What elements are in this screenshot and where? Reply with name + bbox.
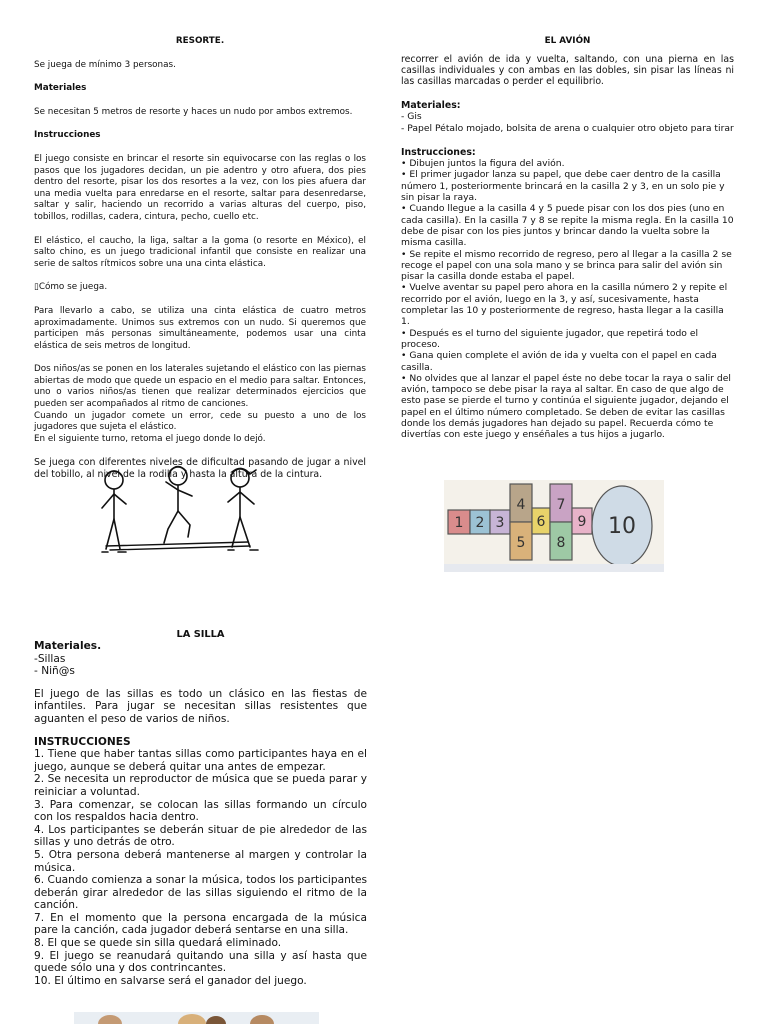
hopscotch-number: 5 [516,535,526,551]
resorte-title: RESORTE. [175,36,225,46]
silla-step: 5. Otra persona deberá mantenerse al margen y controlar la música. [34,848,367,874]
avion-instructions-list [401,158,734,440]
avion-step: • Se repite el mismo recorrido de regreso, pero al llegar a la casilla 2 se recoge el papel con una sola mano y se brinca para salir del avión sin pisar la casilla donde estaba el papel. [401,248,732,283]
silla-step: 1. Tiene que haber tantas sillas como participantes haya en el juego, aunque se deberá quitar una antes de empezar. [34,748,367,773]
avion-step: • Después es el turno del siguiente jugador, que repetirá todo el proceso. [401,327,699,350]
hopscotch-drawing [444,480,664,572]
silla-intro: El juego de las sillas es todo un clásico en las fiestas de infantiles. Para jugar se necesitan sillas resistentes que aguanten el peso de varios de niños. [34,687,367,725]
hopscotch-number: 4 [516,497,526,513]
avion-material-item: - Papel Pétalo mojado, bolsita de arena o cualquier otro objeto para tirar [401,123,734,134]
resorte-section [34,36,366,481]
hopscotch-number: 9 [577,514,587,530]
avion-step: • Cuando llegue a la casilla 4 y 5 puede pisar con los dos pies (uno en cada casilla). En la casilla 7 y 8 se repite la misma regla. En la casilla 10 debe de pisar con los pies juntos y brincar dando la vuelta sobre la misma casilla. [401,203,734,249]
children-jumping-elastic-illustration [92,462,282,572]
avion-step: • El primer jugador lanza su papel, que debe caer dentro de la casilla número 1, posteriormente brincará en la casilla 2 y 3, en un solo pie y sin pisar la raya. [401,169,725,204]
hopscotch-number: 6 [536,514,546,530]
resorte-paragraph-2: El elástico, el caucho, la liga, saltar a la goma (o resorte en México), el salto chino, es un juego tradicional infantil que consiste en realizar una serie de saltos rítmicos sobre una una cinta elástica. [34,235,366,269]
resorte-paragraph-6: En el siguiente turno, retoma el juego donde lo dejó. [34,433,266,444]
silla-step: 10. El último en salvarse será el ganador del juego. [34,974,307,987]
avion-step: • Gana quien complete el avión de ida y vuelta con el papel en cada casilla. [401,350,717,373]
avion-material-item: - Gis [401,111,422,123]
silla-instructions-list [34,748,367,987]
resorte-materials-text: Se necesitan 5 metros de resorte y haces un nudo por ambos extremos. [34,106,353,117]
silla-step: 6. Cuando comienza a sonar la música, todos los participantes deberán girar alrededor de las sillas siguiendo el ritmo de la canción. [34,874,367,912]
silla-step: 9. El juego se reanudará quitando una silla y así hasta que quede sólo una y dos contrincantes. [34,949,367,975]
hopscotch-number: 10 [608,514,636,539]
hopscotch-number: 2 [475,515,485,531]
avion-section [401,36,734,441]
silla-material-item: - Niñ@s [34,665,75,678]
resorte-paragraph-3: Para llevarlo a cabo, se utiliza una cinta elástica de cuatro metros aproximadamente. Unimos sus extremos con un nudo. Si queremos que participen más personas simultáneamente, podemos usar una cinta elástica de seis metros de longitud. [34,305,366,351]
silla-step: 3. Para comenzar, se colocan las sillas formando un círculo con los respaldos hacia dentro. [34,798,367,824]
avion-instructions-heading: Instrucciones: [401,146,476,158]
silla-step: 4. Los participantes se deberán situar de pie alrededor de las sillas y uno detrás de otro. [34,823,367,849]
avion-step: • Dibujen juntos la figura del avión. [401,158,565,170]
resorte-paragraph-1: El juego consiste en brincar el resorte sin equivocarse con las reglas o los pasos que los jugadores decidan, un pie adentro y otro afuera, dos pies dentro del resorte, pisar los dos resortes a la vez, con los pies afuera dar una media vuelta para enredarse en el resorte, saltar para desenredarse, saltar y salir, haciendo un recorrido a varias alturas del cuerpo, piso, tobillos, rodillas, cadera, cintura, pecho, cuello etc. [34,153,366,222]
avion-step: • No olvides que al lanzar el papel éste no debe tocar la raya o salir del avión, tampoco se debe pisar la raya al saltar. En caso de que algo de esto pase se pierde el turno y continúa el siguiente jugador, dejando el papel en el último número completado. Se deben de evitar las casillas donde los demás jugadores han dejado su papel. Recuerda cómo te divertías con este juego y enséñales a tus hijos a jugarlo. [401,372,731,441]
resorte-paragraph-5: Cuando un jugador comete un error, cede su puesto a uno de los jugadores que sujeta el elástico. [34,410,366,433]
avion-title: EL AVIÓN [544,36,591,46]
silla-instructions-heading: INSTRUCCIONES [34,735,131,748]
resorte-paragraph-7: Se juega con diferentes niveles de dificultad pasando de jugar a nivel del tobillo, al nivel de la rodilla y hasta la altura de la cintura. [34,457,366,481]
hopscotch-number: 8 [556,535,566,551]
avion-step: • Vuelve aventar su papel pero ahora en la casilla número 2 y repite el recorrido por el avión, luego en la 3, y así, sucesivamente, hasta completar las 10 y posteriormente de regreso, hasta llegar a la casilla 1. [401,282,728,328]
resorte-intro: Se juega de mínimo 3 personas. [34,59,176,70]
silla-title: LA SILLA [176,629,225,640]
hopscotch-number: 1 [454,515,464,531]
silla-material-item: -Sillas [34,652,66,665]
silla-section [34,629,367,987]
avion-materials-heading: Materiales: [401,99,461,111]
hopscotch-number: 3 [495,515,505,531]
resorte-materials-heading: Materiales [34,83,87,94]
resorte-instructions-heading: Instrucciones [34,130,101,141]
silla-step: 8. El que se quede sin silla quedará eliminado. [34,937,282,950]
silla-materials-heading: Materiales. [34,640,102,652]
missing-glyph-icon: ▯ [34,282,39,293]
hopscotch-number: 7 [556,497,566,513]
silla-step: 2. Se necesita un reproductor de música que se pueda parar y reiniciar a voluntad. [34,773,367,798]
silla-step: 7. En el momento que la persona encargada de la música pare la canción, cada jugador deberá sentarse en una silla. [34,911,367,937]
resorte-how-heading-text: Cómo se juega. [38,282,108,293]
musical-chairs-photo [74,1012,319,1024]
resorte-paragraph-4: Dos niños/as se ponen en los laterales sujetando el elástico con las piernas abiertas de modo que quede un espacio en el medio para saltar. Entonces, uno o varios niños/as tienen que realizar determinados ejercicios que pueden ser acompañados al ritmo de canciones. [34,364,366,410]
resorte-how-heading [34,282,366,294]
avion-intro: recorrer el avión de ida y vuelta, saltando, con una pierna en las casillas individuales y con ambas en las dobles, sin pisar las líneas ni las casillas marcadas o perder el equilibrio. [401,53,734,88]
